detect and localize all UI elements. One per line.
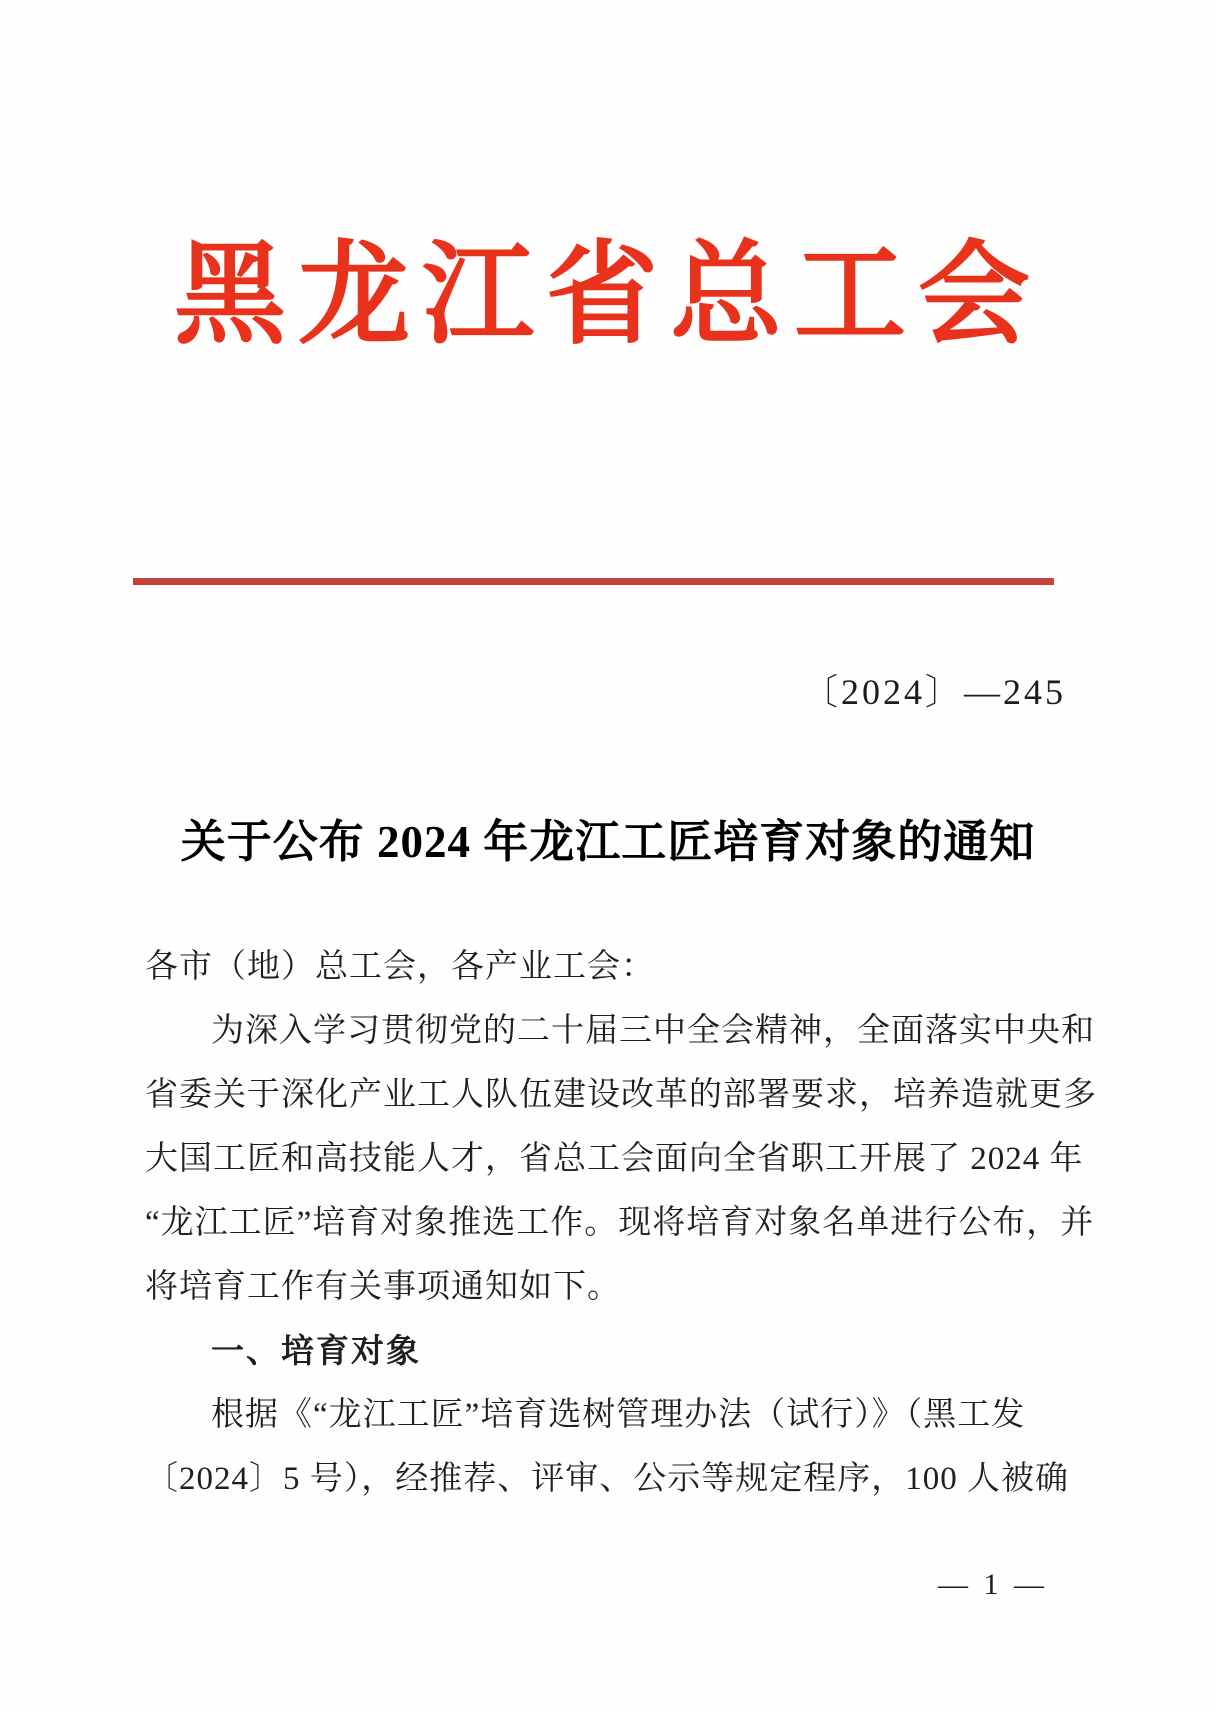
body-line: 大国工匠和高技能人才，省总工会面向全省职工开展了 2024 年: [145, 1141, 1084, 1177]
body-line: “龙江工匠”培育对象推选工作。现将培育对象名单进行公布，并: [145, 1205, 1095, 1241]
body-line: 将培育工作有关事项通知如下。: [145, 1269, 621, 1305]
body-line: 为深入学习贯彻党的二十届三中全会精神，全面落实中央和: [211, 1013, 1095, 1049]
page-number: — 1 —: [938, 1568, 1048, 1601]
body-line: 一、培育对象: [211, 1332, 421, 1369]
body-line: 根据《“龙江工匠”培育选树管理办法（试行）》（黑工发: [211, 1397, 1026, 1433]
body-line: 省委关于深化产业工人队伍建设改革的部署要求，培养造就更多: [145, 1077, 1097, 1113]
body-line: 〔2024〕5 号），经推荐、评审、公示等规定程序，100 人被确: [145, 1461, 1069, 1497]
document-number: 〔2024〕—245: [801, 672, 1066, 712]
document-title: 关于公布 2024 年龙江工匠培育对象的通知: [180, 817, 1036, 867]
letterhead-org-name: 黑龙江省总工会: [174, 234, 1042, 358]
body-line: 各市（地）总工会，各产业工会：: [145, 949, 655, 985]
letterhead-divider-rule: [133, 578, 1054, 585]
document-body-text: [145, 935, 1097, 1511]
